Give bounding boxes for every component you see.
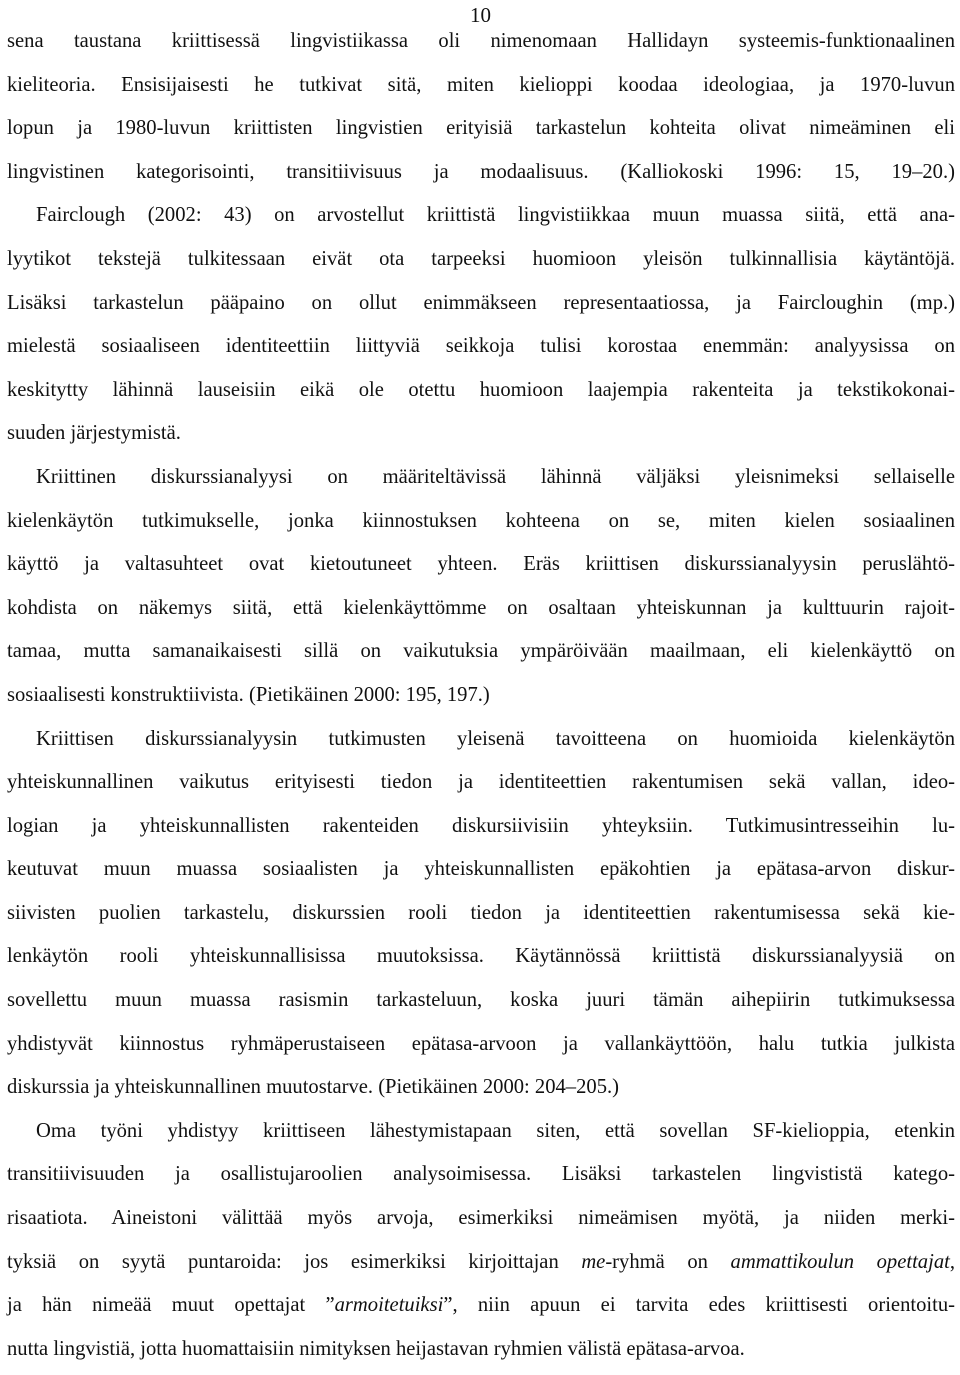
italic-term: armoitetuiksi [334,1294,444,1317]
text-line: mielestä sosiaaliseen identiteettiin liittyviä seikkoja tulisi korostaa enemmän: analyysissa on [7,335,955,358]
paragraph-1 [7,20,955,456]
text-line: diskurssia ja yhteiskunnallinen muutostarve. (Pietikäinen 2000: 204–205.) [7,1076,620,1099]
text-line: Fairclough (2002: 43) on arvostellut kriittistä lingvistiikkaa muun muassa siitä, että ana- [36,204,955,227]
page-number: 10 [470,3,491,27]
text-line: Lisäksi tarkastelun pääpaino on ollut enimmäkseen representaatiossa, ja Faircloughin (mp.) [7,291,955,314]
text-line: lingvistinen kategorisointi, transitiivisuus ja modaalisuus. (Kalliokoski 1996: 15, 19–20.) [7,160,955,183]
text-line: logian ja yhteiskunnallisten rakenteiden diskursiivisiin yhteyksiin. Tutkimusintresseihin lu- [7,814,955,837]
text-line [7,1284,955,1328]
text-line: sosiaalisesti konstruktiivista. (Pietikäinen 2000: 195, 197.) [7,683,490,706]
text-line: nutta lingvistiä, jotta huomattaisiin nimityksen heijastavan ryhmien välistä epätasa-arvoa. [7,1337,745,1360]
body-text [7,20,955,1371]
text-line: keutuvat muun muassa sosiaalisten ja yhteiskunnallisten epäkohtien ja epätasa-arvon diskur- [7,858,955,881]
text-line: risaatiota. Aineistoni välittää myös arvoja, esimerkiksi nimeämisen myötä, ja niiden merki- [7,1207,955,1230]
text-line: kohdista on näkemys siitä, että kielenkäyttömme on osaltaan yhteiskunnan ja kulttuurin rajoit- [7,596,955,619]
text-line: transitiivisuuden ja osallistujaroolien analysoimisessa. Lisäksi tarkastelen lingvististä katego- [7,1163,955,1186]
text-segment: -ryhmä on [605,1250,731,1273]
text-line: sena taustana kriittisessä lingvistiikassa oli nimenomaan Hallidayn systeemis-funktionaalinen [7,30,955,52]
text-line: Oma työni yhdistyy kriittiseen lähestymistapaan siten, että sovellan SF-kielioppia, etenkin [36,1119,955,1142]
text-line: Kriittinen diskurssianalyysi on määriteltävissä lähinnä väljäksi yleisnimeksi sellaiselle [36,465,955,488]
text-line: suuden järjestymistä. [7,422,181,445]
paragraph-2 [7,456,955,718]
italic-term: ammattikoulun opettajat [730,1250,950,1273]
text-line: lopun ja 1980-luvun kriittisten lingvistien erityisiä tarkastelun kohteita olivat nimeäminen eli [7,117,955,140]
text-segment: , [949,1250,955,1273]
text-line: lenkäytön rooli yhteiskunnallisissa muutoksissa. Käytännössä kriittistä diskurssianalyysiä on [7,945,955,968]
paragraph-4 [7,1110,955,1372]
text-segment: ja hän nimeää muut opettajat ” [7,1294,335,1317]
text-line: keskitytty lähinnä lauseisiin eikä ole otettu huomioon laajempia rakenteita ja tekstikokonai- [7,378,955,401]
text-line: kieliteoria. Ensisijaisesti he tutkivat sitä, miten kielioppi koodaa ideologiaa, ja 1970-luvun [7,73,955,96]
text-line: siivisten puolien tarkastelu, diskurssien rooli tiedon ja identiteettien rakentumisessa sekä kie- [7,901,955,924]
text-line: kielenkäytön tutkimukselle, jonka kiinnostuksen kohteena on se, miten kielen sosiaalinen [7,509,955,532]
text-segment: tyksiä on syytä puntaroida: jos esimerkiksi kirjoittajan [7,1250,582,1273]
text-line: tamaa, mutta samanaikaisesti sillä on vaikutuksia ympäröivään maailmaan, eli kielenkäyttö on [7,640,955,663]
text-line: yhdistyvät kiinnostus ryhmäperustaiseen epätasa-arvoon ja vallankäyttöön, halu tutkia julkista [7,1032,955,1055]
text-line: sovellettu muun muassa rasismin tarkasteluun, koska juuri tämän aihepiirin tutkimuksessa [7,989,955,1012]
text-line: Kriittisen diskurssianalyysin tutkimusten yleisenä tavoitteena on huomioida kielenkäytön [36,727,955,750]
paragraph-3 [7,718,955,1110]
text-line: käyttö ja valtasuhteet ovat kietoutuneet yhteen. Eräs kriittisen diskurssianalyysin peruslähtö- [7,553,955,576]
italic-term: me [581,1250,606,1273]
text-segment: ”, niin apuun ei tarvita edes kriittisesti orientoitu- [443,1294,955,1317]
text-line: lyytikot tekstejä tulkitessaan eivät ota tarpeeksi huomioon yleisön tulkinnallisia käytäntöjä. [7,247,955,270]
text-line [7,1241,955,1285]
text-line: yhteiskunnallinen vaikutus erityisesti tiedon ja identiteettien rakentumisen sekä vallan, ideo- [7,771,955,794]
